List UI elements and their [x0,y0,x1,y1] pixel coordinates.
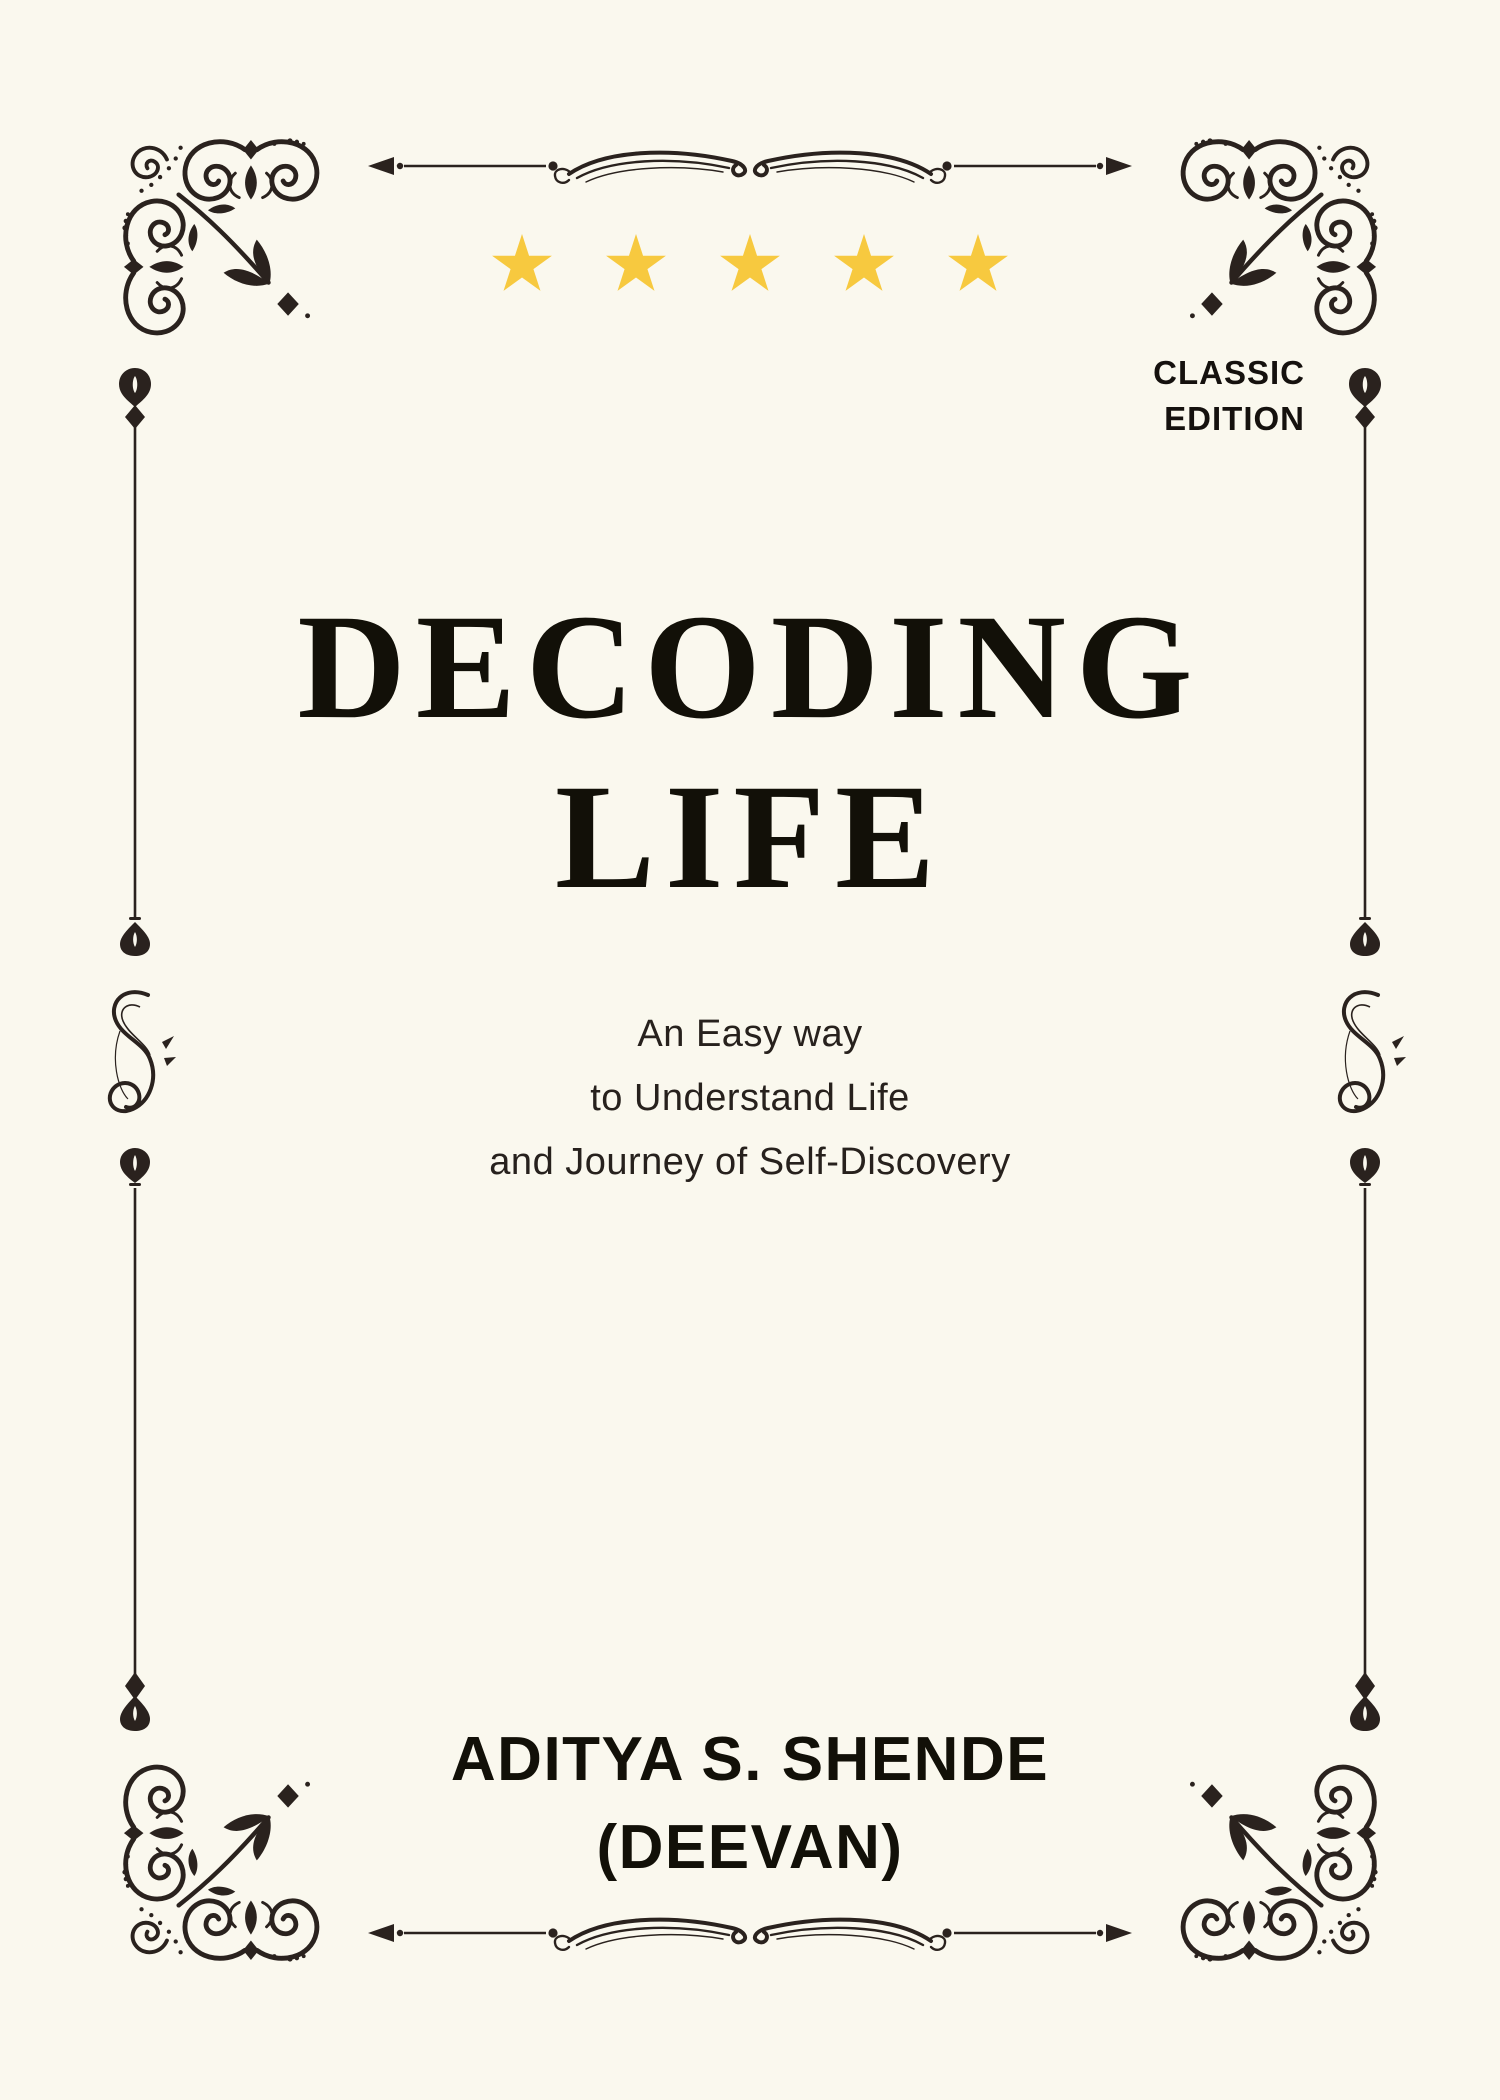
edition-line: EDITION [1164,400,1305,437]
rating-stars [0,234,1500,291]
edition-badge [1153,350,1305,442]
ornamental-divider-top-icon [364,142,1136,190]
subtitle-line: to Understand Life [590,1077,910,1119]
star-icon [834,234,894,291]
book-title [0,582,1500,922]
subtitle-line: An Easy way [637,1013,863,1055]
subtitle-line: and Journey of Self-Discovery [489,1141,1011,1183]
star-icon [606,234,666,291]
author-name: ADITYA S. SHENDE [450,1725,1050,1794]
author-block [0,1716,1500,1892]
star-icon [720,234,780,291]
ornamental-divider-bottom-icon [364,1909,1136,1957]
star-icon [948,234,1008,291]
side-rail-right-lower [1345,1146,1385,1734]
book-subtitle [0,1002,1500,1194]
star-icon [492,234,552,291]
book-title-line: DECODING [297,584,1203,750]
edition-line: CLASSIC [1153,354,1305,391]
side-rail-left-lower [115,1146,155,1734]
author-pen-name: (DEEVAN) [596,1813,904,1882]
book-title-line: LIFE [554,754,946,920]
